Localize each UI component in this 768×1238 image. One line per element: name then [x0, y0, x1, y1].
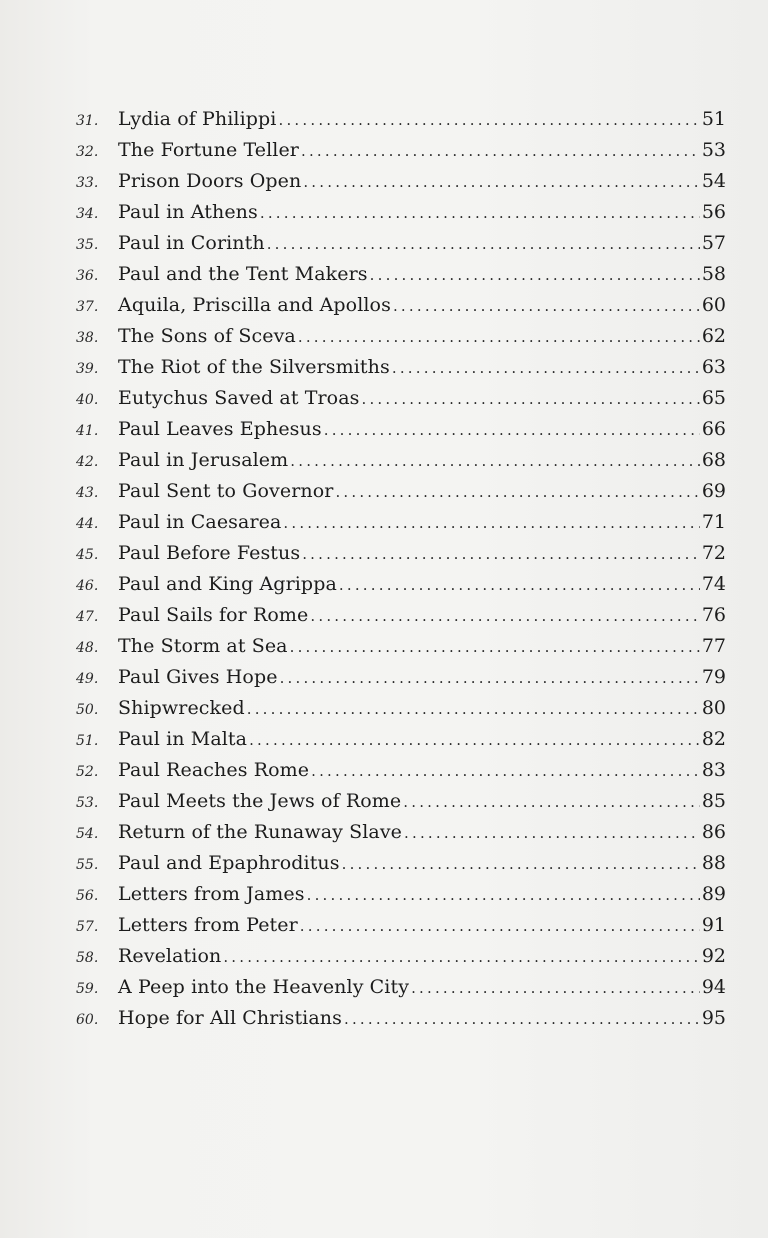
chapter-title: Paul Meets the Jews of Rome [118, 790, 402, 812]
dot-leader [335, 477, 699, 508]
dot-leader [310, 601, 699, 632]
chapter-title: Aquila, Priscilla and Apollos [118, 294, 391, 316]
dot-leader [280, 663, 700, 694]
toc-entry [76, 538, 726, 569]
toc-entry [76, 879, 726, 910]
toc-entry [76, 166, 726, 197]
toc-entry [76, 786, 726, 817]
chapter-title: Paul Reaches Rome [118, 759, 310, 781]
page-number: 66 [701, 418, 726, 440]
chapter-title: The Storm at Sea [118, 635, 288, 657]
page-number: 80 [701, 697, 726, 719]
toc-entry [76, 755, 726, 786]
chapter-number: 45. [76, 547, 99, 563]
dot-leader [300, 911, 700, 942]
chapter-title: Paul in Malta [118, 728, 248, 750]
page-number: 83 [701, 759, 726, 781]
chapter-number: 32. [76, 144, 99, 160]
page-number: 72 [701, 542, 726, 564]
page-number: 57 [701, 232, 726, 254]
chapter-number: 54. [76, 826, 99, 842]
toc-entry [76, 321, 726, 352]
dot-leader [247, 694, 700, 725]
chapter-title: Letters from James [118, 883, 305, 905]
chapter-title: Paul Sails for Rome [118, 604, 309, 626]
chapter-title: The Sons of Sceva [118, 325, 296, 347]
chapter-title: Prison Doors Open [118, 170, 302, 192]
toc-entry [76, 1003, 726, 1034]
chapter-title: Paul and Epaphroditus [118, 852, 340, 874]
dot-leader [302, 539, 700, 570]
toc-entry [76, 507, 726, 538]
dot-leader [324, 415, 700, 446]
chapter-title: Paul in Corinth [118, 232, 265, 254]
toc-entry [76, 848, 726, 879]
chapter-number: 56. [76, 888, 99, 904]
page-number: 71 [701, 511, 726, 533]
chapter-number: 42. [76, 454, 99, 470]
chapter-number: 35. [76, 237, 99, 253]
chapter-number: 55. [76, 857, 99, 873]
page-number: 95 [701, 1007, 726, 1029]
page-number: 65 [701, 387, 726, 409]
chapter-number: 58. [76, 950, 99, 966]
chapter-title: Shipwrecked [118, 697, 245, 719]
page-number: 62 [701, 325, 726, 347]
dot-leader [290, 632, 700, 663]
dot-leader [392, 353, 700, 384]
chapter-number: 39. [76, 361, 99, 377]
page-number: 56 [701, 201, 726, 223]
dot-leader [342, 849, 700, 880]
chapter-number: 52. [76, 764, 99, 780]
dot-leader [393, 291, 700, 322]
chapter-title: Paul Sent to Governor [118, 480, 334, 502]
chapter-title: Paul and King Agrippa [118, 573, 337, 595]
page-number: 74 [701, 573, 726, 595]
chapter-number: 48. [76, 640, 99, 656]
chapter-title: Revelation [118, 945, 222, 967]
toc-entry [76, 724, 726, 755]
chapter-title: Paul Leaves Ephesus [118, 418, 322, 440]
page-number: 76 [701, 604, 726, 626]
chapter-number: 34. [76, 206, 99, 222]
page-number: 58 [701, 263, 726, 285]
toc-entry [76, 569, 726, 600]
dot-leader [249, 725, 700, 756]
chapter-number: 50. [76, 702, 99, 718]
page-number: 79 [701, 666, 726, 688]
chapter-number: 31. [76, 113, 99, 129]
chapter-title: Eutychus Saved at Troas [118, 387, 360, 409]
toc-entry [76, 259, 726, 290]
dot-leader [298, 322, 700, 353]
toc-entry [76, 414, 726, 445]
chapter-number: 41. [76, 423, 99, 439]
toc-entry [76, 445, 726, 476]
dot-leader [283, 508, 699, 539]
chapter-title: Hope for All Christians [118, 1007, 342, 1029]
chapter-title: Lydia of Philippi [118, 108, 277, 130]
toc-entry [76, 910, 726, 941]
toc-entry [76, 352, 726, 383]
page-number: 91 [701, 914, 726, 936]
dot-leader [311, 756, 700, 787]
chapter-title: Paul in Caesarea [118, 511, 282, 533]
toc-entry [76, 817, 726, 848]
toc-entry [76, 631, 726, 662]
page-number: 77 [701, 635, 726, 657]
dot-leader [303, 167, 699, 198]
chapter-number: 40. [76, 392, 99, 408]
toc-entry [76, 290, 726, 321]
toc-entry [76, 662, 726, 693]
chapter-number: 33. [76, 175, 99, 191]
toc-entry [76, 693, 726, 724]
toc-entry [76, 135, 726, 166]
dot-leader [279, 105, 700, 136]
chapter-number: 46. [76, 578, 99, 594]
chapter-number: 38. [76, 330, 99, 346]
page-number: 89 [701, 883, 726, 905]
chapter-number: 37. [76, 299, 99, 315]
page-number: 82 [701, 728, 726, 750]
chapter-number: 53. [76, 795, 99, 811]
chapter-number: 47. [76, 609, 99, 625]
dot-leader [403, 787, 700, 818]
page-number: 68 [701, 449, 726, 471]
toc-entry [76, 104, 726, 135]
page-number: 88 [701, 852, 726, 874]
chapter-number: 36. [76, 268, 99, 284]
chapter-title: Letters from Peter [118, 914, 298, 936]
chapter-number: 44. [76, 516, 99, 532]
toc-entry [76, 600, 726, 631]
dot-leader [361, 384, 699, 415]
page-number: 92 [701, 945, 726, 967]
page-number: 54 [701, 170, 726, 192]
dot-leader [404, 818, 700, 849]
chapter-number: 59. [76, 981, 99, 997]
chapter-title: The Riot of the Silversmiths [118, 356, 390, 378]
page-number: 51 [701, 108, 726, 130]
chapter-title: The Fortune Teller [118, 139, 299, 161]
chapter-number: 51. [76, 733, 99, 749]
dot-leader [307, 880, 700, 911]
chapter-number: 49. [76, 671, 99, 687]
dot-leader [223, 942, 699, 973]
dot-leader [370, 260, 700, 291]
chapter-number: 43. [76, 485, 99, 501]
chapter-title: Paul Before Festus [118, 542, 301, 564]
chapter-title: Paul Gives Hope [118, 666, 278, 688]
dot-leader [260, 198, 700, 229]
chapter-title: A Peep into the Heavenly City [118, 976, 410, 998]
page-number: 69 [701, 480, 726, 502]
toc-entry [76, 972, 726, 1003]
dot-leader [290, 446, 700, 477]
chapter-number: 57. [76, 919, 99, 935]
toc-entry [76, 476, 726, 507]
page-number: 94 [701, 976, 726, 998]
toc-entry [76, 383, 726, 414]
page-number: 53 [701, 139, 726, 161]
dot-leader [344, 1004, 700, 1035]
chapter-title: Paul in Athens [118, 201, 258, 223]
page-number: 85 [701, 790, 726, 812]
page-number: 86 [701, 821, 726, 843]
dot-leader [339, 570, 700, 601]
toc-entry [76, 228, 726, 259]
dot-leader [267, 229, 700, 260]
chapter-title: Paul in Jerusalem [118, 449, 289, 471]
dot-leader [411, 973, 700, 1004]
table-of-contents [76, 104, 726, 1034]
page-number: 60 [701, 294, 726, 316]
chapter-title: Return of the Runaway Slave [118, 821, 403, 843]
toc-entry [76, 941, 726, 972]
chapter-number: 60. [76, 1012, 99, 1028]
page-number: 63 [701, 356, 726, 378]
dot-leader [301, 136, 700, 167]
chapter-title: Paul and the Tent Makers [118, 263, 368, 285]
toc-entry [76, 197, 726, 228]
